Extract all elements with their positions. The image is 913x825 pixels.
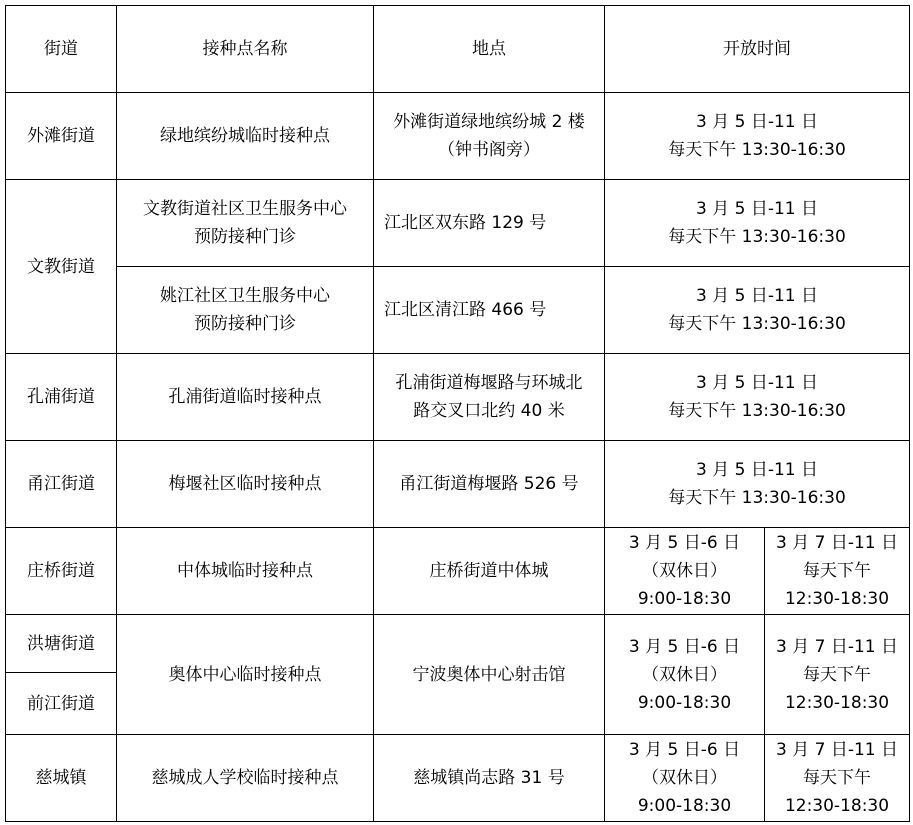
table-row bbox=[6, 735, 910, 822]
street-cell: 慈城镇 bbox=[6, 735, 117, 822]
open-time-weekend-cell: 3 月 5 日-6 日 （双休日） 9:00-18:30 bbox=[605, 528, 765, 615]
header-site-name: 接种点名称 bbox=[117, 6, 374, 93]
street-cell: 孔浦街道 bbox=[6, 354, 117, 441]
location-cell: 甬江街道梅堰路 526 号 bbox=[374, 441, 605, 528]
open-time-weekday-cell: 3 月 7 日-11 日 每天下午 12:30-18:30 bbox=[765, 528, 910, 615]
site-name-cell: 慈城成人学校临时接种点 bbox=[117, 735, 374, 822]
street-cell: 外滩街道 bbox=[6, 93, 117, 180]
open-time-cell: 3 月 5 日-11 日 每天下午 13:30-16:30 bbox=[605, 267, 910, 354]
open-time-weekend-cell: 3 月 5 日-6 日 （双休日） 9:00-18:30 bbox=[605, 615, 765, 735]
open-time-cell: 3 月 5 日-11 日 每天下午 13:30-16:30 bbox=[605, 93, 910, 180]
vaccination-sites-table bbox=[5, 5, 910, 822]
header-open-time: 开放时间 bbox=[605, 6, 910, 93]
street-cell: 洪塘街道 bbox=[6, 615, 117, 673]
header-location: 地点 bbox=[374, 6, 605, 93]
table-row bbox=[6, 93, 910, 180]
table-row bbox=[6, 180, 910, 267]
location-cell: 宁波奥体中心射击馆 bbox=[374, 615, 605, 735]
site-name-cell: 文教街道社区卫生服务中心 预防接种门诊 bbox=[117, 180, 374, 267]
location-cell: 外滩街道绿地缤纷城 2 楼 （钟书阁旁） bbox=[374, 93, 605, 180]
open-time-weekday-cell: 3 月 7 日-11 日 每天下午 12:30-18:30 bbox=[765, 615, 910, 735]
site-name-cell: 姚江社区卫生服务中心 预防接种门诊 bbox=[117, 267, 374, 354]
table-row bbox=[6, 615, 910, 673]
location-cell: 庄桥街道中体城 bbox=[374, 528, 605, 615]
header-row bbox=[6, 6, 910, 93]
open-time-weekend-cell: 3 月 5 日-6 日 （双休日） 9:00-18:30 bbox=[605, 735, 765, 822]
open-time-cell: 3 月 5 日-11 日 每天下午 13:30-16:30 bbox=[605, 354, 910, 441]
header-street: 街道 bbox=[6, 6, 117, 93]
open-time-cell: 3 月 5 日-11 日 每天下午 13:30-16:30 bbox=[605, 180, 910, 267]
street-cell: 庄桥街道 bbox=[6, 528, 117, 615]
location-cell: 江北区双东路 129 号 bbox=[374, 180, 605, 267]
site-name-cell: 中体城临时接种点 bbox=[117, 528, 374, 615]
table-row bbox=[6, 354, 910, 441]
site-name-cell: 孔浦街道临时接种点 bbox=[117, 354, 374, 441]
street-cell: 前江街道 bbox=[6, 673, 117, 735]
open-time-cell: 3 月 5 日-11 日 每天下午 13:30-16:30 bbox=[605, 441, 910, 528]
table-row bbox=[6, 267, 910, 354]
location-cell: 江北区清江路 466 号 bbox=[374, 267, 605, 354]
street-cell: 甬江街道 bbox=[6, 441, 117, 528]
street-cell: 文教街道 bbox=[6, 180, 117, 354]
table-row bbox=[6, 441, 910, 528]
site-name-cell: 绿地缤纷城临时接种点 bbox=[117, 93, 374, 180]
table-row bbox=[6, 528, 910, 615]
site-name-cell: 梅堰社区临时接种点 bbox=[117, 441, 374, 528]
site-name-cell: 奥体中心临时接种点 bbox=[117, 615, 374, 735]
open-time-weekday-cell: 3 月 7 日-11 日 每天下午 12:30-18:30 bbox=[765, 735, 910, 822]
location-cell: 孔浦街道梅堰路与环城北 路交叉口北约 40 米 bbox=[374, 354, 605, 441]
location-cell: 慈城镇尚志路 31 号 bbox=[374, 735, 605, 822]
